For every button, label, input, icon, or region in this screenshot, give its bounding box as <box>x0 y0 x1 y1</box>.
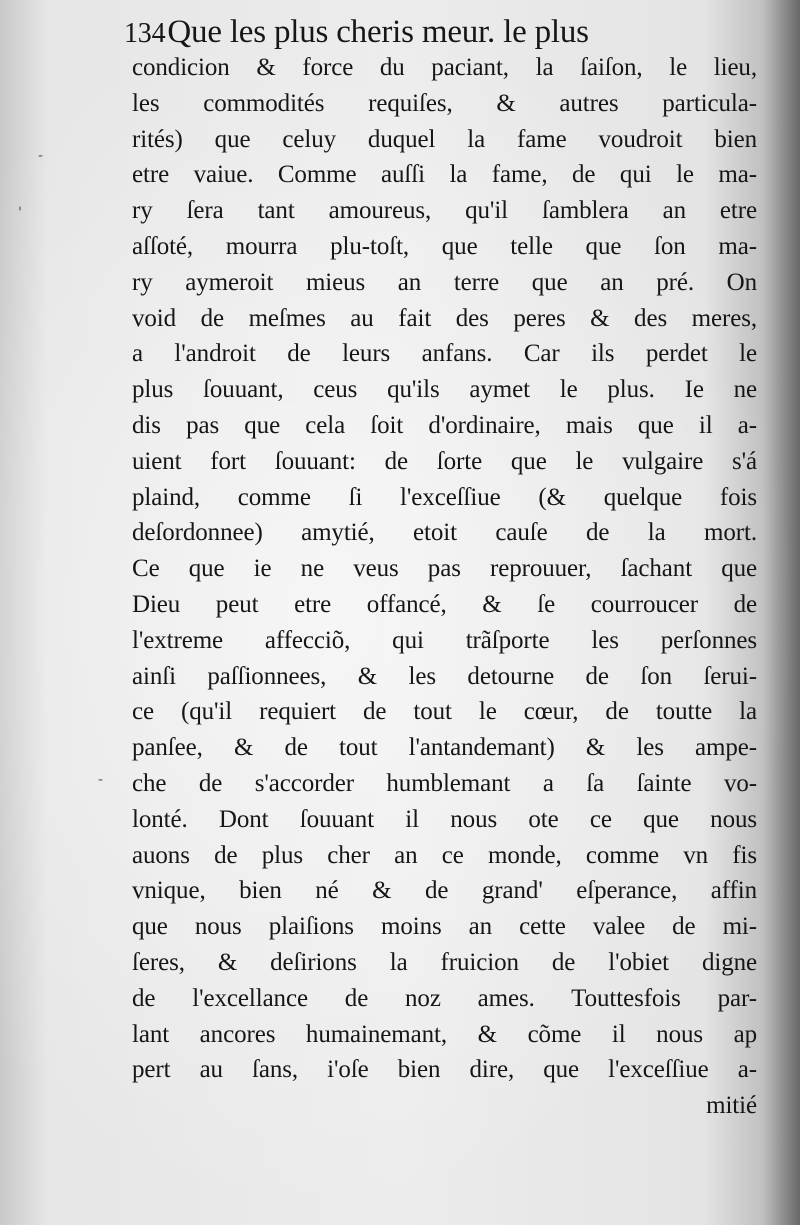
text-line: che de s'accorder humblemant a ſa ſainte vo- <box>132 769 757 797</box>
text-line: uient fort ſouuant: de ſorte que le vulgaire s'á <box>132 447 757 475</box>
text-line: plus ſouuant, ceus qu'ils aymet le plus. Ie ne <box>132 376 757 404</box>
page-number: 134 <box>124 18 166 49</box>
catchword: mitié <box>706 1092 757 1120</box>
page-edge-shadow <box>762 0 800 1225</box>
text-line: etre vaiue. Comme auſſi la fame, de qui le ma- <box>132 161 757 189</box>
text-line: panſee, & de tout l'antandemant) & les ampe- <box>132 734 757 762</box>
text-line: Ce que ie ne veus pas reprouuer, ſachant que <box>132 555 757 583</box>
text-line: vnique, bien né & de grand' eſperance, affin <box>132 877 757 905</box>
text-line: aſſoté, mourra plu-toſt, que telle que ſon ma- <box>132 232 757 260</box>
margin-speck: - <box>38 148 44 164</box>
margin-speck: ' <box>18 205 22 221</box>
text-line: ſeres, & deſirions la fruicion de l'obiet digne <box>132 948 757 976</box>
text-line: deſordonnee) amytié, etoit cauſe de la mort. <box>132 519 757 547</box>
text-line: pert au ſans, i'oſe bien dire, que l'exceſſiue a- <box>132 1056 757 1084</box>
text-line: ainſi paſſionnees, & les detourne de ſon ſerui- <box>132 662 757 690</box>
text-line: dis pas que cela ſoit d'ordinaire, mais que il a- <box>132 411 757 439</box>
text-line: auons de plus cher an ce monde, comme vn fis <box>132 841 757 869</box>
text-line: void de meſmes au fait des peres & des meres, <box>132 304 757 332</box>
text-line: Dieu peut etre offancé, & ſe courroucer de <box>132 590 757 618</box>
text-line: lant ancores humainemant, & cõme il nous ap <box>132 1020 757 1048</box>
text-line: de l'excellance de noz ames. Touttesfois par- <box>132 984 757 1012</box>
text-line: condicion & force du paciant, la ſaiſon, le lieu, <box>132 54 757 81</box>
text-line: plaind, comme ſi l'exceſſiue (& quelque fois <box>132 483 757 511</box>
text-line: lonté. Dont ſouuant il nous ote ce que nous <box>132 805 757 833</box>
text-line: l'extreme affecciõ, qui trãſporte les perſonnes <box>132 626 757 654</box>
running-title: Que les plus cheris meur. le plus <box>167 14 589 50</box>
running-header <box>124 10 744 54</box>
body-text <box>132 50 757 1124</box>
text-line: les commodités requiſes, & autres particula- <box>132 89 757 117</box>
text-line: que nous plaiſions moins an cette valee de mi- <box>132 913 757 941</box>
text-line: a l'androit de leurs anfans. Car ils perdet le <box>132 340 757 368</box>
text-line: ce (qu'il requiert de tout le cœur, de toutte la <box>132 698 757 726</box>
margin-speck: - <box>98 772 104 788</box>
text-line: ry aymeroit mieus an terre que an pré. On <box>132 268 757 296</box>
text-line: rités) que celuy duquel la fame voudroit bien <box>132 125 757 153</box>
text-line: ry ſera tant amoureus, qu'il ſamblera an etre <box>132 197 757 225</box>
